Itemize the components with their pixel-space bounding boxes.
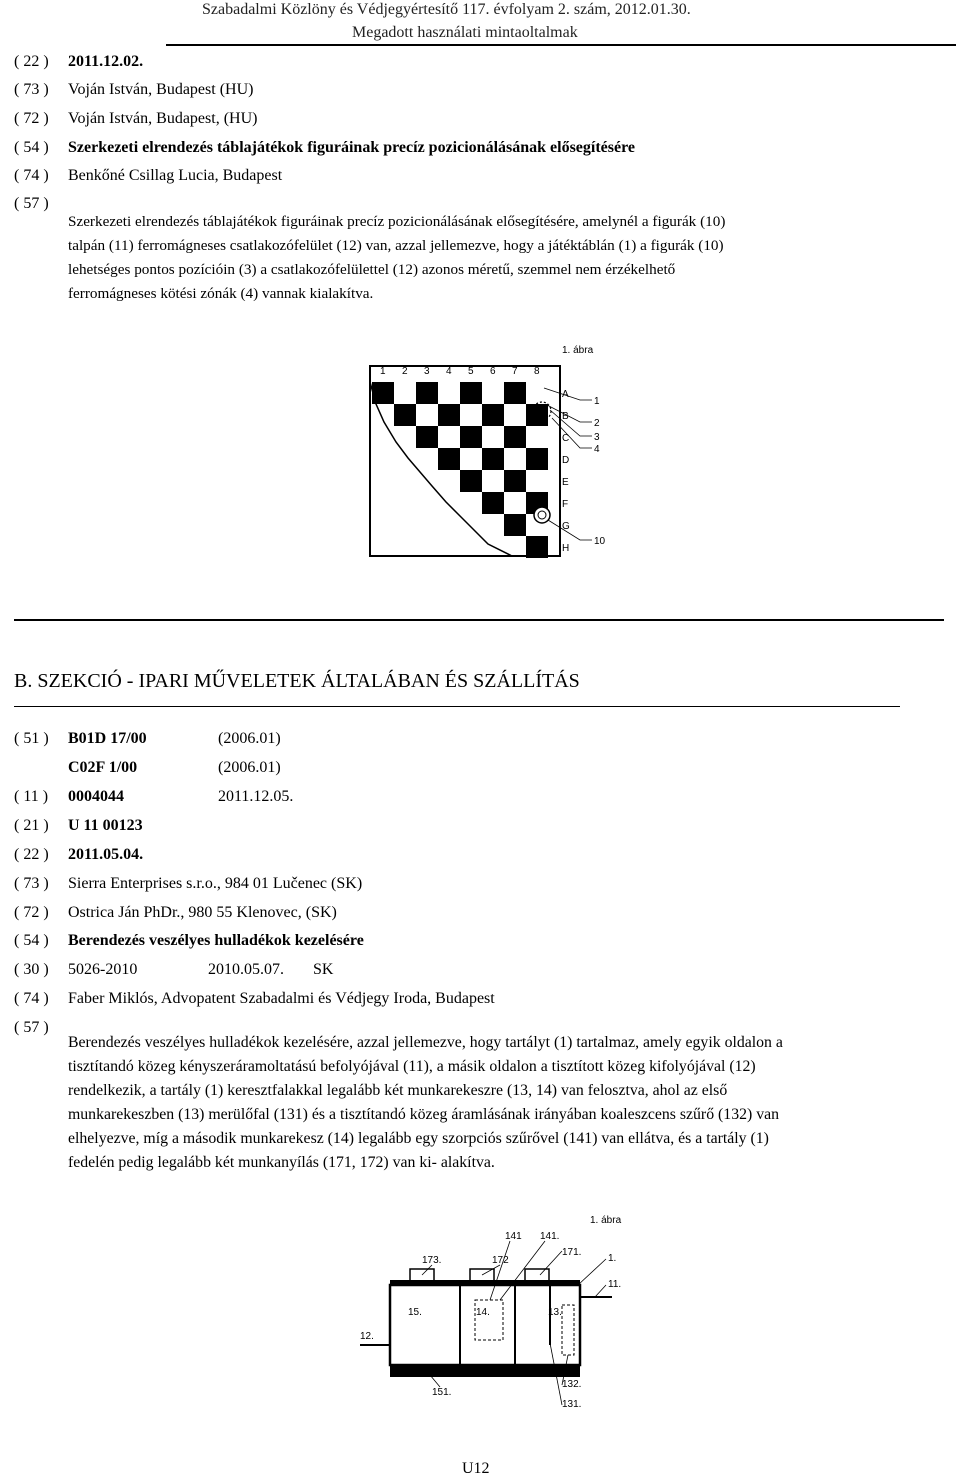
board-square [482, 492, 504, 514]
leader-label: 3 [594, 432, 600, 443]
label-14: 14. [476, 1307, 490, 1318]
tank-base [390, 1365, 580, 1377]
entry2-row-22: ( 22 ) 2011.05.04. [14, 846, 144, 863]
column-numbers [380, 366, 540, 377]
label-151: 151. [432, 1387, 452, 1398]
coalescent-filter [562, 1305, 574, 1355]
leader-line [552, 418, 592, 448]
entry2-row-74: ( 74 ) Faber Miklós, Advopatent Szabadalmi és Védjegy Iroda, Budapest [14, 990, 495, 1007]
board-square [482, 470, 504, 492]
label-132: 132. [562, 1379, 582, 1390]
board-square [460, 492, 482, 514]
board-square [526, 426, 548, 448]
entry2-abstract: Berendezés veszélyes hulladékok kezelésére, azzal jellemezve, hogy tartályt (1) tartalmaz, amely egyik oldalon a tisztítandó közeg kényszeráramoltatású befolyójával (11), a másik oldalon a tisztított közeg kifolyójával (12) rendelkezik, a tartály (1) keresztfalakkal legalább két munkarekeszre (13, 14) van felosztva, ahol az első munkarekeszben (13) merülőfal (131) és a tisztítandó közeg áramlásának irányában koaleszcens szűrő (132) van elhelyezve, míg a második munkarekesz (14) legalább egy szorpciós szűrővel (141) van ellátva, és a tartály (1) fedelén pedig legalább két munkanyílás (171, 172) van ki- alakítva. [68, 1034, 783, 1171]
row-letter: A [562, 389, 569, 400]
label-173: 173. [422, 1255, 442, 1266]
board-square [372, 404, 394, 426]
label-1: 1. [608, 1253, 617, 1264]
section-title-rule [14, 706, 900, 707]
board-square [526, 448, 548, 470]
leader-line [548, 520, 592, 540]
column-number: 6 [490, 366, 496, 377]
entry1-abstract: Szerkezeti elrendezés táblajátékok figuráinak precíz pozicionálásának elősegítésére, amelynél a figurák (10) talpán (11) ferromágneses csatlakozófelület (12) van, azzal jellemezve, hogy a játéktáblán (1) a figurák (10) lehetséges pontos pozícióin (3) a csatlakozófelülettel (12) azonos méretű, szemmel nem érzékelhető ferromágneses kötési zónák (4) vannak kialakítva. [68, 213, 726, 302]
work-opening-171 [525, 1269, 549, 1281]
board-square [482, 514, 504, 536]
column-number: 5 [468, 366, 474, 377]
board-square [482, 448, 504, 470]
board-square [460, 448, 482, 470]
board-square [504, 536, 526, 558]
board-square [460, 470, 482, 492]
board-square [416, 404, 438, 426]
board-square [504, 470, 526, 492]
label-12: 12. [360, 1331, 374, 1342]
entry2-row-72: ( 72 ) Ostrica Ján PhDr., 980 55 Klenovec, (SK) [14, 904, 337, 921]
board-square [482, 426, 504, 448]
column-number: 4 [446, 366, 452, 377]
entry1-row-74: ( 74 ) Benkőné Csillag Lucia, Budapest [14, 167, 283, 184]
figure-piece-bottom [534, 507, 550, 523]
label-171: 171. [562, 1247, 582, 1258]
column-number: 3 [424, 366, 430, 377]
section-title: B. SZEKCIÓ - IPARI MŰVELETEK ÁLTALÁBAN ÉS SZÁLLÍTÁS [14, 670, 580, 692]
board-square [438, 470, 460, 492]
label-15: 15. [408, 1307, 422, 1318]
figure1-caption: 1. ábra [562, 345, 594, 356]
board-square [526, 536, 548, 558]
entry1-row-73: ( 73 ) Voján István, Budapest (HU) [14, 81, 254, 98]
entry2-row-57: ( 57 ) [14, 1019, 49, 1036]
label-13: 13. [548, 1307, 562, 1318]
row-letter: F [562, 499, 569, 510]
board-square [460, 404, 482, 426]
header-rule [166, 44, 956, 46]
chessboard-squares [372, 382, 548, 558]
board-square [504, 514, 526, 536]
board-square [438, 426, 460, 448]
row-letter: B [562, 411, 569, 422]
entry2-row-73: ( 73 ) Sierra Enterprises s.r.o., 984 01 Lučenec (SK) [14, 875, 363, 892]
board-square [416, 426, 438, 448]
tank-body [390, 1285, 580, 1365]
entry2-row-21: ( 21 ) U 11 00123 [14, 817, 143, 834]
entry2-row-30: ( 30 ) 5026-2010 2010.05.07. SK [14, 961, 334, 978]
column-number: 1 [380, 366, 386, 377]
board-square [394, 382, 416, 404]
board-square [526, 404, 548, 426]
board-square [504, 426, 526, 448]
board-square [482, 404, 504, 426]
column-number: 8 [534, 366, 540, 377]
sorption-filter [475, 1300, 503, 1340]
leader-label: 10 [594, 536, 606, 547]
column-number: 7 [512, 366, 518, 377]
board-square [438, 404, 460, 426]
leader-lines [544, 388, 606, 547]
board-square [482, 382, 504, 404]
entry1-row-22: ( 22 ) 2011.12.02. [14, 53, 144, 70]
label-131: 131. [562, 1399, 582, 1410]
label-141-a: 141 [505, 1231, 522, 1242]
label-11: 11. [608, 1279, 622, 1290]
section-header: Megadott használati mintaoltalmak [352, 24, 578, 41]
row-letter: D [562, 455, 570, 466]
page-number: U12 [462, 1460, 490, 1477]
board-square [460, 426, 482, 448]
leader-label: 2 [594, 418, 600, 429]
journal-header: Szabadalmi Közlöny és Védjegyértesítő 117. évfolyam 2. szám, 2012.01.30. [202, 1, 691, 18]
chessboard-figure [362, 360, 612, 560]
figure2-caption: 1. ábra [590, 1215, 622, 1226]
entry2-title: ( 54 ) Berendezés veszélyes hulladékok kezelésére [14, 932, 364, 949]
label-141-b: 141. [540, 1231, 560, 1242]
tank-figure [350, 1225, 630, 1420]
row-letter: E [562, 477, 569, 488]
label-172: 172 [492, 1255, 509, 1266]
row-letter: G [562, 521, 570, 532]
board-square [416, 382, 438, 404]
board-square [416, 448, 438, 470]
column-number: 2 [402, 366, 408, 377]
entry1-row-72: ( 72 ) Voján István, Budapest, (HU) [14, 110, 258, 127]
entry2-row-51b: C02F 1/00 (2006.01) [68, 759, 281, 776]
board-square [526, 470, 548, 492]
leader-label: 4 [594, 444, 600, 455]
board-square [438, 448, 460, 470]
board-square [504, 404, 526, 426]
board-square [504, 382, 526, 404]
row-letter: H [562, 543, 570, 554]
section-rule [14, 619, 944, 621]
entry2-row-51: ( 51 ) B01D 17/00 (2006.01) [14, 730, 281, 747]
row-letter: C [562, 433, 570, 444]
board-square [504, 492, 526, 514]
board-square [526, 382, 548, 404]
entry1-row-57: ( 57 ) [14, 195, 49, 212]
entry1-title: ( 54 ) Szerkezeti elrendezés táblajátékok figuráinak precíz pozicionálásának elősegítésére [14, 139, 636, 156]
board-square [394, 404, 416, 426]
board-square [460, 382, 482, 404]
board-square [504, 448, 526, 470]
entry2-row-11: ( 11 ) 0004044 2011.12.05. [14, 788, 294, 805]
board-square [438, 382, 460, 404]
leader-label: 1 [594, 396, 600, 407]
